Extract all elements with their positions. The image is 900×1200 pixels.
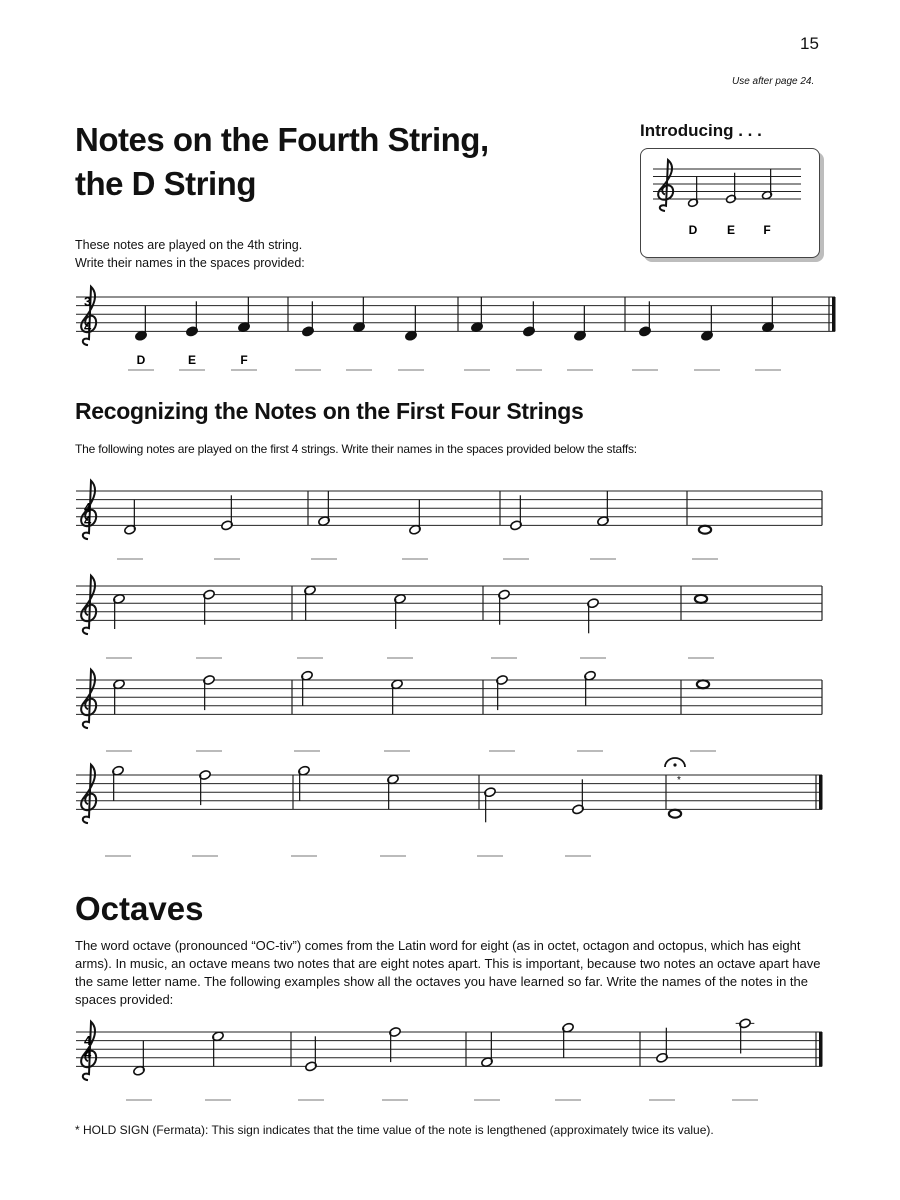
given-answer: E	[187, 353, 197, 367]
given-answer: D	[136, 353, 146, 367]
title-line-2: the D String	[75, 165, 256, 202]
treble-clef	[81, 670, 96, 728]
treble-clef	[81, 576, 96, 634]
staff-systems-four-strings	[0, 470, 900, 880]
page-title	[75, 118, 489, 206]
intro-note-label: D	[688, 223, 698, 237]
staff-system-d-string	[0, 280, 900, 390]
final-barline	[819, 1032, 823, 1066]
footnote: * HOLD SIGN (Fermata): This sign indicates that the time value of the note is lengthened (approximately twice its value).	[75, 1123, 714, 1137]
whole-note	[697, 680, 709, 688]
intro-note-label: E	[726, 223, 736, 237]
instruction-line: Write their names in the spaces provided:	[75, 256, 305, 270]
time-sig-top: 3	[84, 294, 92, 309]
section1-instruction	[75, 236, 305, 272]
intro-note-label: F	[763, 223, 771, 237]
introducing-staff	[641, 149, 819, 257]
whole-note	[669, 810, 681, 818]
given-answer: F	[240, 353, 248, 367]
introducing-label: Introducing . . .	[640, 121, 762, 140]
octaves-heading: Octaves	[75, 890, 204, 927]
final-barline	[832, 297, 836, 331]
octaves-paragraph: The word octave (pronounced “OC-tiv”) comes from the Latin word for eight (as in octet, octagon and octopus, which has eight arms). In music, an octave means two notes that are eight notes apart. This is important, because two notes an octave apart have the same letter name. The following examples show all the octaves you have learned so far. Write the names of the notes in the spaces provided:	[75, 938, 821, 1007]
treble-clef	[658, 160, 673, 211]
time-sig-top: 4	[84, 500, 92, 515]
whole-note	[695, 595, 707, 603]
staff-system-octaves	[0, 1015, 900, 1110]
title-line-1: Notes on the Fourth String,	[75, 121, 489, 158]
whole-note	[699, 526, 711, 534]
final-barline	[819, 775, 823, 809]
time-sig-top: 4	[84, 1033, 92, 1048]
fermata-marker: *	[677, 775, 681, 786]
introducing-box	[640, 148, 820, 258]
section2-heading: Recognizing the Notes on the First Four Strings	[75, 398, 584, 424]
time-sig-bottom: 4	[84, 319, 92, 334]
instruction-line: These notes are played on the 4th string.	[75, 238, 303, 252]
time-sig-bottom: 4	[84, 1046, 92, 1061]
use-after-note: Use after page 24.	[732, 76, 815, 87]
time-sig-bottom: 4	[84, 513, 92, 528]
page-number: 15	[800, 34, 819, 53]
fermata-dot	[673, 763, 676, 766]
treble-clef	[81, 765, 96, 823]
section2-instruction: The following notes are played on the first 4 strings. Write their names in the spaces provided below the staffs:	[75, 442, 637, 456]
